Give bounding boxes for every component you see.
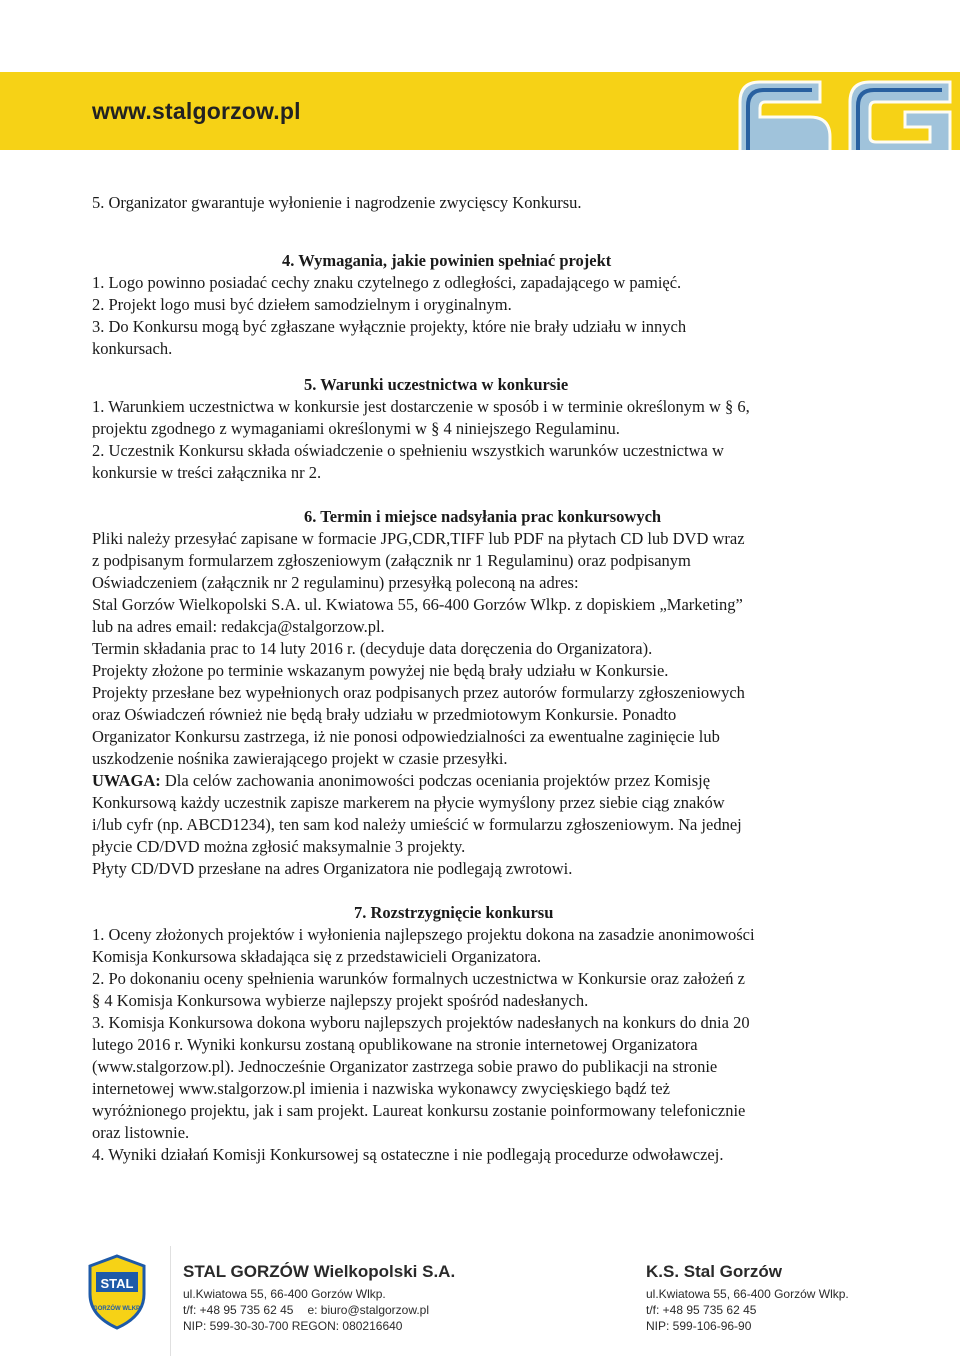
paragraph: Pliki należy przesyłać zapisane w formacie JPG,CDR,TIFF lub PDF na płytach CD lub DVD wraz	[92, 529, 745, 548]
document-body	[92, 192, 882, 1166]
warning-label: UWAGA:	[92, 771, 161, 790]
paragraph: lutego 2016 r. Wyniki konkursu zostaną opublikowane na stronie internetowej Organizatora	[92, 1035, 698, 1054]
paragraph: Termin składania prac to 14 luty 2016 r. (decyduje data doręczenia do Organizatora).	[92, 639, 653, 658]
crest-text-bottom: GORZÓW WLKP.	[93, 1306, 141, 1312]
stal-gorzow-crest-icon	[84, 1252, 150, 1332]
paragraph: projektu zgodnego z wymaganiami określonymi w § 4 niniejszego Regulaminu.	[92, 419, 620, 438]
paragraph: płycie CD/DVD można zgłosić maksymalnie 3 projekty.	[92, 837, 466, 856]
footer-company-name: K.S. Stal Gorzów	[646, 1262, 783, 1281]
paragraph: Projekty przesłane bez wypełnionych oraz podpisanych przez autorów formularzy zgłoszeniowych	[92, 683, 745, 702]
footer-address: ul.Kwiatowa 55, 66-400 Gorzów Wlkp.	[183, 1287, 386, 1301]
paragraph: 2. Po dokonaniu oceny spełnienia warunków formalnych uczestnictwa w Konkursie oraz założeń z	[92, 969, 745, 988]
paragraph: oraz Oświadczeń również nie będą brały udziału w przedmiotowym Konkursie. Ponadto	[92, 705, 677, 724]
paragraph: i/lub cyfr (np. ABCD1234), ten sam kod należy umieścić w formularzu zgłoszeniowym. Na jednej	[92, 815, 742, 834]
paragraph: Stal Gorzów Wielkopolski S.A. ul. Kwiatowa 55, 66-400 Gorzów Wlkp. z dopiskiem „Marketing”	[92, 595, 743, 614]
section-heading: 6. Termin i miejsce nadsyłania prac konkursowych	[304, 507, 662, 526]
sg-logo-icon	[700, 72, 960, 150]
paragraph: 1. Warunkiem uczestnictwa w konkursie jest dostarczenie w sposób i w terminie określonym w § 6,	[92, 397, 750, 416]
paragraph: lub na adres email: redakcja@stalgorzow.pl.	[92, 617, 385, 636]
paragraph: 3. Do Konkursu mogą być zgłaszane wyłącznie projekty, które nie brały udziału w innych	[92, 317, 687, 336]
paragraph: konkursie w treści załącznika nr 2.	[92, 463, 322, 482]
section-heading: 5. Warunki uczestnictwa w konkursie	[304, 375, 569, 394]
footer-ids: NIP: 599-106-96-90	[646, 1319, 752, 1333]
paragraph: internetowej www.stalgorzow.pl imienia i nazwiska wykonawcy zwycięskiego bądź też	[92, 1079, 670, 1098]
footer-contact	[183, 1302, 455, 1318]
section-heading: 4. Wymagania, jakie powinien spełniać projekt	[282, 251, 612, 270]
paragraph: Projekty złożone po terminie wskazanym powyżej nie będą brały udziału w Konkursie.	[92, 661, 669, 680]
paragraph: 2. Projekt logo musi być dziełem samodzielnym i oryginalnym.	[92, 295, 512, 314]
footer-company-right	[646, 1260, 849, 1334]
paragraph: z podpisanym formularzem zgłoszeniowym (załącznik nr 1 Regulaminu) oraz podpisanym	[92, 551, 691, 570]
paragraph: Komisja Konkursowa składająca się z przedstawicieli Organizatora.	[92, 947, 542, 966]
paragraph: uszkodzenie nośnika zawierającego projekt w czasie przesyłki.	[92, 749, 508, 768]
footer-company-name: STAL GORZÓW Wielkopolski S.A.	[183, 1262, 456, 1281]
footer-email: e: biuro@stalgorzow.pl	[307, 1303, 430, 1317]
paragraph: 3. Komisja Konkursowa dokona wyboru najlepszych projektów nadesłanych na konkurs do dnia 20	[92, 1013, 750, 1032]
warning-text: Dla celów zachowania anonimowości podczas oceniania projektów przez Komisję	[160, 771, 711, 790]
paragraph: 5. Organizator gwarantuje wyłonienie i nagrodzenie zwycięscy Konkursu.	[92, 193, 582, 212]
footer-divider	[170, 1246, 171, 1356]
section-heading: 7. Rozstrzygnięcie konkursu	[354, 903, 554, 922]
header-url: www.stalgorzow.pl	[92, 98, 301, 124]
paragraph: wyróżnionego projektu, jak i sam projekt. Laureat konkursu zostanie poinformowany telefonicznie	[92, 1101, 746, 1120]
paragraph: oraz listownie.	[92, 1123, 190, 1142]
crest-text-top: STAL	[100, 1276, 134, 1291]
paragraph: konkursach.	[92, 339, 173, 358]
paragraph: Płyty CD/DVD przesłane na adres Organizatora nie podlegają zwrotowi.	[92, 859, 573, 878]
footer-phone: t/f: +48 95 735 62 45	[646, 1303, 757, 1317]
paragraph	[92, 770, 882, 792]
header-banner	[0, 72, 960, 150]
paragraph: Konkursową każdy uczestnik zapisze markerem na płycie wymyślony przez siebie ciąg znaków	[92, 793, 725, 812]
footer-address: ul.Kwiatowa 55, 66-400 Gorzów Wlkp.	[646, 1287, 849, 1301]
footer-company-left	[183, 1260, 455, 1334]
paragraph: 4. Wyniki działań Komisji Konkursowej są ostateczne i nie podlegają procedurze odwoławczej.	[92, 1145, 724, 1164]
paragraph: 2. Uczestnik Konkursu składa oświadczenie o spełnieniu wszystkich warunków uczestnictwa w	[92, 441, 724, 460]
footer-phone: t/f: +48 95 735 62 45	[183, 1303, 294, 1317]
paragraph: 1. Oceny złożonych projektów i wyłonienia najlepszego projektu dokona na zasadzie anonimowości	[92, 925, 755, 944]
paragraph: § 4 Komisja Konkursowa wybierze najlepszy projekt spośród nadesłanych.	[92, 991, 589, 1010]
paragraph: Oświadczeniem (załącznik nr 2 regulaminu) przesyłką poleconą na adres:	[92, 573, 579, 592]
paragraph: (www.stalgorzow.pl). Jednocześnie Organizator zastrzega sobie prawo do publikacji na stronie	[92, 1057, 718, 1076]
footer-ids: NIP: 599-30-30-700 REGON: 080216640	[183, 1319, 403, 1333]
paragraph: Organizator Konkursu zastrzega, iż nie ponosi odpowiedzialności za ewentualne zaginięcie lub	[92, 727, 720, 746]
paragraph: 1. Logo powinno posiadać cechy znaku czytelnego z odległości, zapadającego w pamięć.	[92, 273, 682, 292]
